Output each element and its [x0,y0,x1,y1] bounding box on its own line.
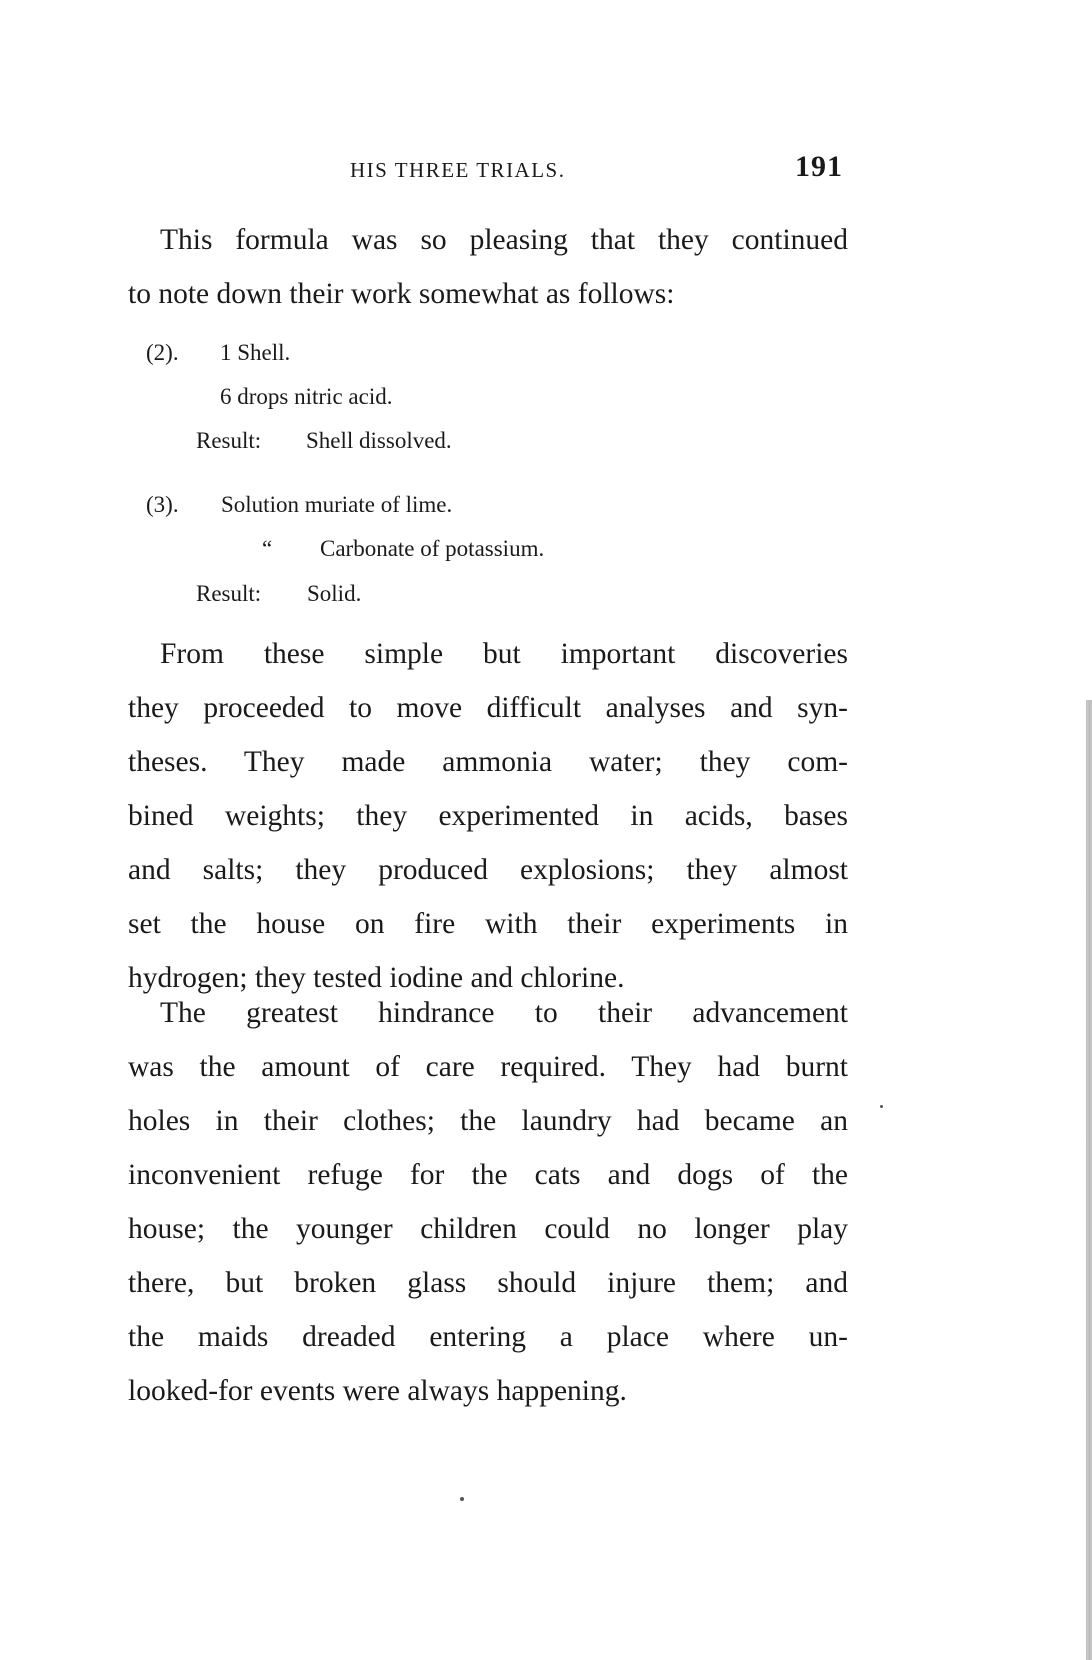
running-head: HIS THREE TRIALS. [350,158,566,182]
experiment-3-item-1: Solution muriate of lime. [221,492,453,517]
experiment-2-number: (2). [146,340,179,365]
paragraph-line: hydrogen; they tested iodine and chlorine. [128,962,625,994]
paragraph-line: holes in their clothes; the laundry had became an [128,1105,848,1137]
paragraph-line: theses. They made ammonia water; they com- [128,746,848,778]
paragraph-discoveries [128,627,848,1005]
experiment-3-result-label: Result: [196,581,262,606]
experiment-3-result-value: Solid. [307,581,362,606]
paragraph-line: there, but broken glass should injure them; and [128,1267,848,1299]
paragraph-line: From these simple but important discoveries [160,638,848,670]
intro-line: to note down their work somewhat as follows: [128,278,675,310]
paragraph-line: The greatest hindrance to their advancement [160,997,848,1029]
intro-line: This formula was so pleasing that they continued [160,224,848,256]
experiment-2-item-2: 6 drops nitric acid. [220,384,393,409]
intro-paragraph [128,213,848,321]
page-number: 191 [795,150,843,183]
paragraph-hindrance [128,986,848,1418]
ink-fleck [460,1497,464,1501]
paragraph-line: and salts; they produced explosions; they almost [128,854,848,886]
page-edge-shadow [1086,700,1092,1660]
ditto-mark: “ [262,536,273,561]
paragraph-line: they proceeded to move difficult analyses and syn- [128,692,848,724]
experiment-2-item-1: 1 Shell. [220,340,291,365]
experiment-3-number: (3). [146,492,179,517]
experiment-2-result-value: Shell dissolved. [306,428,452,453]
paragraph-line: was the amount of care required. They had burnt [128,1051,848,1083]
ink-fleck [880,1105,883,1108]
paragraph-line: looked-for events were always happening. [128,1375,627,1407]
paragraph-line: set the house on fire with their experiments in [128,908,848,940]
paragraph-line: house; the younger children could no longer play [128,1213,848,1245]
paragraph-line: inconvenient refuge for the cats and dogs of the [128,1159,848,1191]
experiment-3-item-2: Carbonate of potassium. [320,536,545,561]
experiment-2-result-label: Result: [196,428,262,453]
paragraph-line: bined weights; they experimented in acids, bases [128,800,848,832]
paragraph-line: the maids dreaded entering a place where un- [128,1321,848,1353]
